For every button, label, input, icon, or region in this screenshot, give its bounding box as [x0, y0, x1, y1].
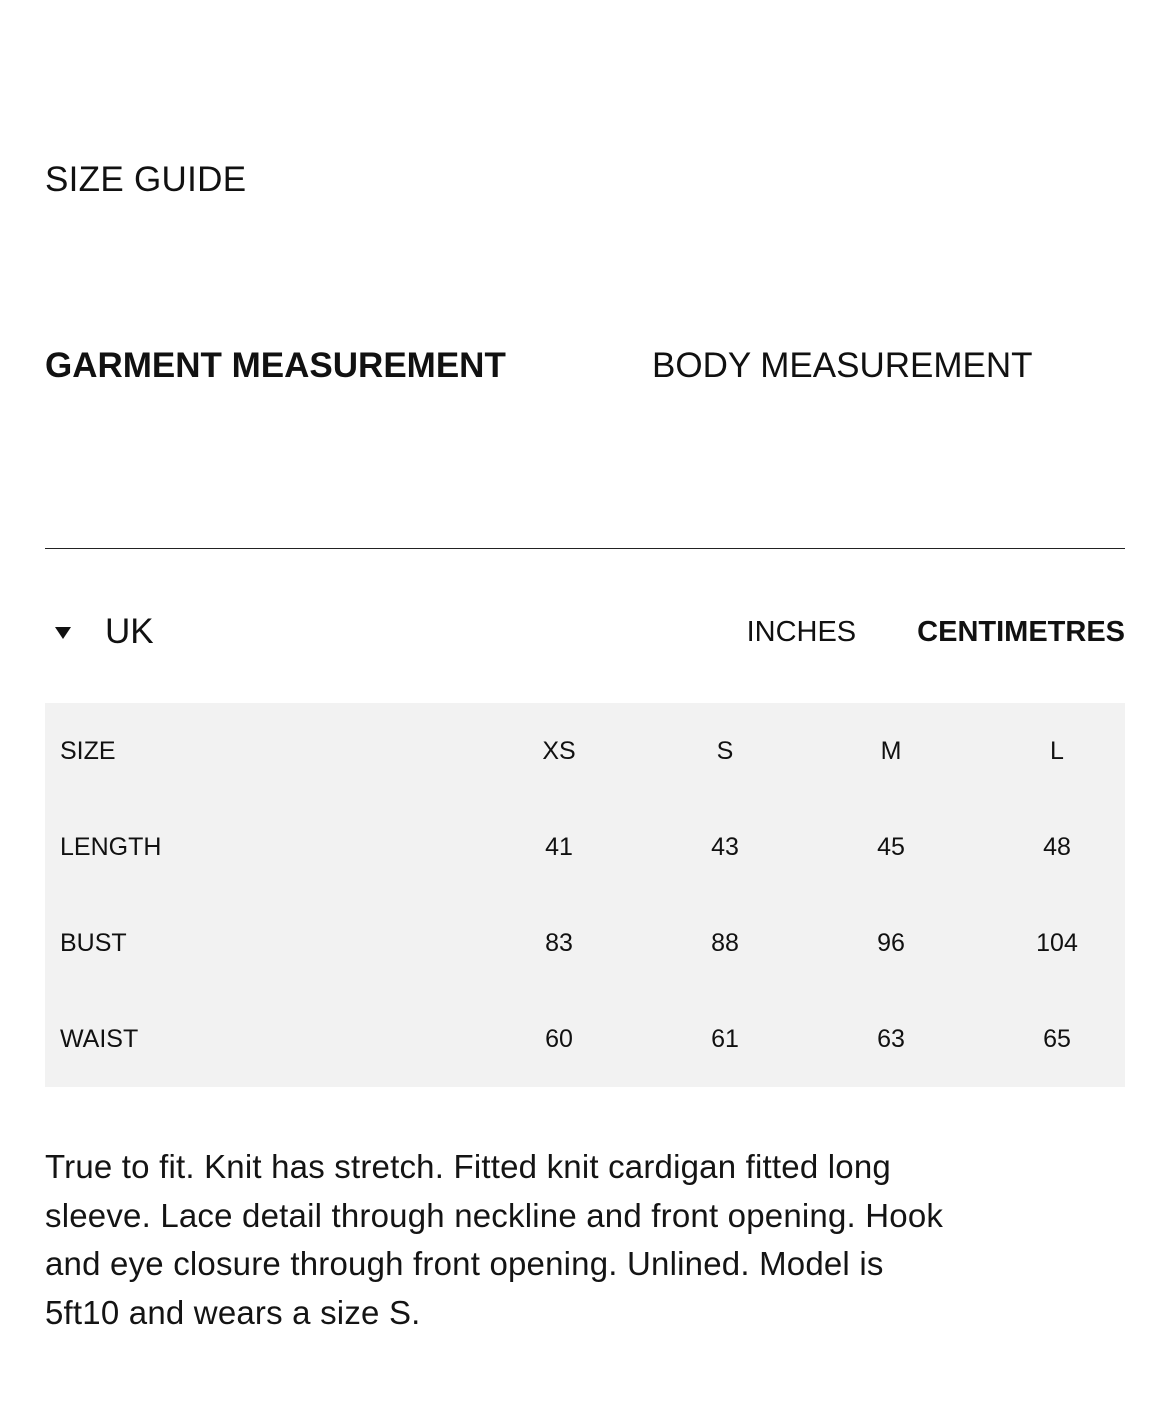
unit-inches-button[interactable]: INCHES — [746, 616, 857, 648]
table-header-cell: L — [1050, 736, 1064, 765]
section-divider — [45, 548, 1125, 549]
unit-centimetres-button[interactable]: CENTIMETRES — [917, 616, 1125, 648]
product-fit-description: True to fit. Knit has stretch. Fitted knit cardigan fitted long sleeve. Lace detail through neckline and front opening. Hook and eye closure through front opening. Unlined. Model is 5ft10 and wears a size S. — [45, 1148, 944, 1331]
page-title: SIZE GUIDE — [45, 160, 247, 199]
table-cell: 48 — [1043, 832, 1071, 861]
table-cell: 63 — [877, 1024, 905, 1053]
table-cell: 41 — [545, 832, 573, 861]
tab-body-measurement[interactable]: BODY MEASUREMENT — [652, 346, 1033, 385]
tab-garment-measurement[interactable]: GARMENT MEASUREMENT — [45, 346, 506, 385]
size-table-grid — [45, 703, 1140, 1087]
table-header-cell: M — [880, 736, 902, 765]
table-cell: 45 — [877, 832, 905, 861]
unit-toggle — [747, 612, 1125, 652]
table-row-label: WAIST — [60, 1024, 139, 1053]
table-cell: 65 — [1043, 1024, 1071, 1053]
table-cell: 96 — [877, 928, 905, 957]
table-row — [45, 799, 1140, 895]
region-selected-value: UK — [105, 612, 154, 651]
table-row-label: BUST — [60, 928, 127, 957]
table-cell: 83 — [545, 928, 573, 957]
table-cell: 43 — [711, 832, 739, 861]
table-cell: 60 — [545, 1024, 573, 1053]
table-cell: 61 — [711, 1024, 739, 1053]
table-header-row — [45, 703, 1140, 799]
table-row-label: LENGTH — [60, 832, 162, 861]
measurement-tabs — [45, 346, 1125, 386]
table-header-cell: XS — [542, 736, 576, 765]
table-row — [45, 991, 1140, 1087]
table-cell: 88 — [711, 928, 739, 957]
table-cell: 104 — [1036, 928, 1078, 957]
table-row — [45, 895, 1140, 991]
size-table — [45, 703, 1125, 1087]
table-header-cell: S — [716, 736, 734, 765]
region-dropdown[interactable] — [55, 610, 154, 654]
caret-down-icon — [55, 627, 71, 639]
table-row-label: SIZE — [60, 736, 116, 765]
